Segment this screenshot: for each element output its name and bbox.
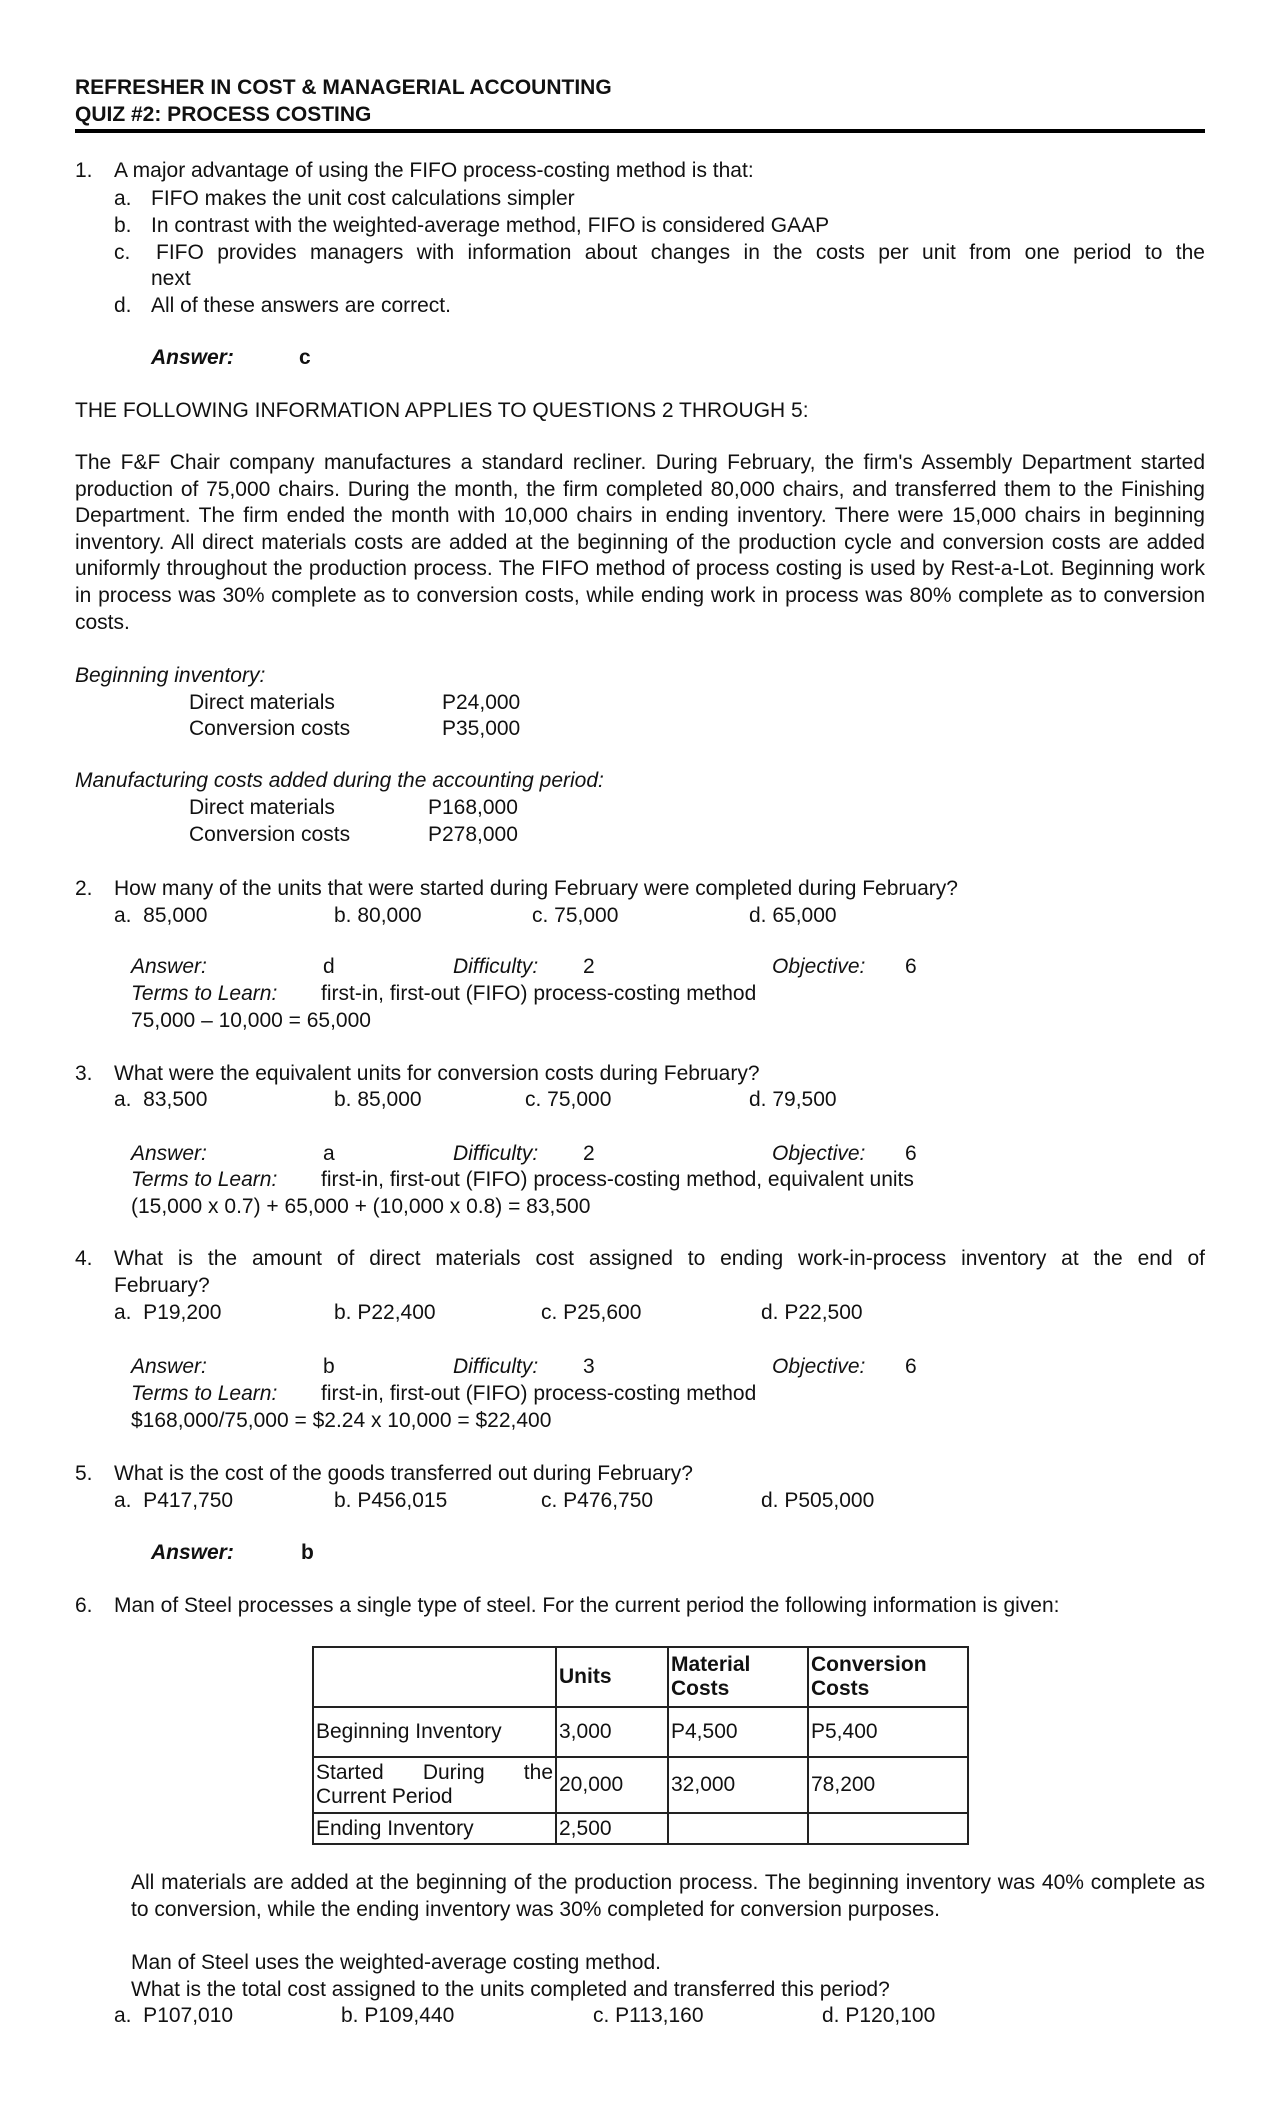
- table-cell: [808, 1813, 968, 1844]
- info-paragraph: The F&F Chair company manufactures a standard recliner. During February, the firm's Assembly Department started production of 75,000 chairs. During the month, the firm completed 80,000 chairs, and transferred them to the Finishing Department. The firm ended the month with 10,000 chairs in ending inventory. There were 15,000 chairs in beginning inventory. All direct materials costs are added at the beginning of the production cycle and conversion costs are added uniformly throughout the production process. The FIFO method of process costing is used by Rest-a-Lot. Beginning work in process was 30% complete as to conversion costs, while ending work in process was 80% complete as to conversion costs.: [75, 451, 1205, 634]
- document-title: REFRESHER IN COST & MANAGERIAL ACCOUNTING: [75, 76, 612, 99]
- question-5-number: 5.: [75, 1462, 93, 1485]
- question-3-number: 3.: [75, 1062, 93, 1085]
- q3-answer: a: [323, 1142, 335, 1165]
- q2-option-c: c. 75,000: [532, 904, 619, 927]
- table-cell: 32,000: [668, 1757, 808, 1813]
- q3-option-c: c. 75,000: [525, 1088, 612, 1111]
- q2-terms-label: Terms to Learn:: [131, 982, 278, 1005]
- q4-answer: b: [323, 1355, 335, 1378]
- q4-option-c: c. P25,600: [541, 1301, 642, 1324]
- production-data-table: [312, 1646, 969, 1845]
- q6-option-a: a. P107,010: [114, 2004, 234, 2027]
- table-cell: P5,400: [808, 1707, 968, 1757]
- q6-option-c: c. P113,160: [593, 2004, 704, 2027]
- table-row: [313, 1707, 968, 1757]
- document-subtitle: QUIZ #2: PROCESS COSTING: [75, 103, 372, 126]
- beginning-dm-value: P24,000: [442, 691, 521, 714]
- q2-answer-label: Answer:: [131, 955, 207, 978]
- q5-option-d: d. P505,000: [761, 1489, 875, 1512]
- table-cell: Started During the Current Period: [313, 1757, 556, 1813]
- q6-question: What is the total cost assigned to the units completed and transferred this period?: [131, 1978, 890, 2001]
- q4-answer-label: Answer:: [131, 1355, 207, 1378]
- q5-option-b: b. P456,015: [334, 1489, 448, 1512]
- q3-option-b: b. 85,000: [334, 1088, 422, 1111]
- q6-option-d: d. P120,100: [822, 2004, 936, 2027]
- q4-option-d: d. P22,500: [761, 1301, 863, 1324]
- q1-option-d: All of these answers are correct.: [151, 294, 451, 317]
- question-4-text: What is the amount of direct materials cost assigned to ending work-in-process inventory at the end of: [114, 1247, 1205, 1270]
- q1-answer-label: Answer:: [151, 346, 234, 369]
- q1-option-b: In contrast with the weighted-average method, FIFO is considered GAAP: [151, 214, 830, 237]
- q1-option-d-letter: d.: [114, 294, 132, 317]
- table-header-material: Material Costs: [668, 1647, 808, 1707]
- beginning-inventory-label: Beginning inventory:: [75, 664, 266, 687]
- q1-option-a: FIFO makes the unit cost calculations simpler: [151, 187, 575, 210]
- q1-answer: c: [299, 346, 311, 369]
- table-header-conversion: Conversion Costs: [808, 1647, 968, 1707]
- table-header-blank: [313, 1647, 556, 1707]
- q1-option-c-letter: c.: [114, 241, 131, 264]
- header-rule: [75, 129, 1205, 133]
- q3-calculation: (15,000 x 0.7) + 65,000 + (10,000 x 0.8) = 83,500: [131, 1195, 591, 1218]
- q2-objective-label: Objective:: [772, 955, 866, 978]
- question-4-text-cont: February?: [114, 1274, 210, 1297]
- q3-terms-label: Terms to Learn:: [131, 1168, 278, 1191]
- q5-option-a: a. P417,750: [114, 1489, 234, 1512]
- q4-terms: first-in, first-out (FIFO) process-costing method: [321, 1382, 757, 1405]
- q6-option-b: b. P109,440: [341, 2004, 455, 2027]
- q5-answer: b: [301, 1541, 314, 1564]
- question-4-number: 4.: [75, 1247, 93, 1270]
- question-1-number: 1.: [75, 159, 93, 182]
- added-cc-value: P278,000: [428, 823, 518, 846]
- table-cell: P4,500: [668, 1707, 808, 1757]
- question-5-text: What is the cost of the goods transferred out during February?: [114, 1462, 693, 1485]
- q5-option-c: c. P476,750: [541, 1489, 654, 1512]
- q3-terms: first-in, first-out (FIFO) process-costing method, equivalent units: [321, 1168, 914, 1191]
- table-cell: 2,500: [556, 1813, 668, 1844]
- q2-difficulty: 2: [583, 955, 595, 978]
- table-cell: 3,000: [556, 1707, 668, 1757]
- table-header-units: Units: [556, 1647, 668, 1707]
- q4-objective-label: Objective:: [772, 1355, 866, 1378]
- q2-answer: d: [323, 955, 335, 978]
- q6-paragraph: All materials are added at the beginning of the production process. The beginning inventory was 40% complete as to conversion, while the ending inventory was 30% completed for conversion purposes.: [131, 1871, 1205, 1921]
- added-dm-label: Direct materials: [189, 796, 335, 819]
- question-6-text: Man of Steel processes a single type of steel. For the current period the following information is given:: [114, 1594, 1060, 1617]
- table-cell: [668, 1813, 808, 1844]
- added-cc-label: Conversion costs: [189, 823, 351, 846]
- added-dm-value: P168,000: [428, 796, 518, 819]
- question-2-number: 2.: [75, 877, 93, 900]
- q4-calculation: $168,000/75,000 = $2.24 x 10,000 = $22,400: [131, 1409, 552, 1432]
- beginning-cc-value: P35,000: [442, 717, 521, 740]
- added-costs-label: Manufacturing costs added during the accounting period:: [75, 769, 604, 792]
- q3-answer-label: Answer:: [131, 1142, 207, 1165]
- table-cell: Ending Inventory: [313, 1813, 556, 1844]
- beginning-cc-label: Conversion costs: [189, 717, 351, 740]
- q3-objective: 6: [905, 1142, 917, 1165]
- q4-difficulty: 3: [583, 1355, 595, 1378]
- table-cell: Beginning Inventory: [313, 1707, 556, 1757]
- table-header-row: [313, 1647, 968, 1707]
- q2-difficulty-label: Difficulty:: [453, 955, 539, 978]
- question-1-text: A major advantage of using the FIFO process-costing method is that:: [114, 159, 754, 182]
- q3-difficulty: 2: [583, 1142, 595, 1165]
- q4-difficulty-label: Difficulty:: [453, 1355, 539, 1378]
- question-6-number: 6.: [75, 1594, 93, 1617]
- q3-option-d: d. 79,500: [749, 1088, 837, 1111]
- table-row: [313, 1813, 968, 1844]
- q1-option-a-letter: a.: [114, 187, 132, 210]
- q4-option-a: a. P19,200: [114, 1301, 222, 1324]
- table-cell: 20,000: [556, 1757, 668, 1813]
- q2-option-b: b. 80,000: [334, 904, 422, 927]
- q1-option-c-cont: next: [151, 267, 191, 290]
- q4-terms-label: Terms to Learn:: [131, 1382, 278, 1405]
- q3-difficulty-label: Difficulty:: [453, 1142, 539, 1165]
- q4-objective: 6: [905, 1355, 917, 1378]
- info-heading: THE FOLLOWING INFORMATION APPLIES TO QUESTIONS 2 THROUGH 5:: [75, 399, 809, 422]
- q5-answer-label: Answer:: [151, 1541, 234, 1564]
- question-3-text: What were the equivalent units for conversion costs during February?: [114, 1062, 760, 1085]
- q2-option-a: a. 85,000: [114, 904, 208, 927]
- q3-objective-label: Objective:: [772, 1142, 866, 1165]
- q2-calculation: 75,000 – 10,000 = 65,000: [131, 1009, 371, 1032]
- q1-option-b-letter: b.: [114, 214, 132, 237]
- beginning-dm-label: Direct materials: [189, 691, 335, 714]
- q6-method: Man of Steel uses the weighted-average costing method.: [131, 1951, 661, 1974]
- q2-objective: 6: [905, 955, 917, 978]
- q2-terms: first-in, first-out (FIFO) process-costing method: [321, 982, 757, 1005]
- table-cell: 78,200: [808, 1757, 968, 1813]
- table-row: [313, 1757, 968, 1813]
- q2-option-d: d. 65,000: [749, 904, 837, 927]
- q3-option-a: a. 83,500: [114, 1088, 208, 1111]
- q4-option-b: b. P22,400: [334, 1301, 436, 1324]
- question-2-text: How many of the units that were started during February were completed during February?: [114, 877, 958, 900]
- q1-option-c: FIFO provides managers with information about changes in the costs per unit from one period to the: [156, 241, 1205, 264]
